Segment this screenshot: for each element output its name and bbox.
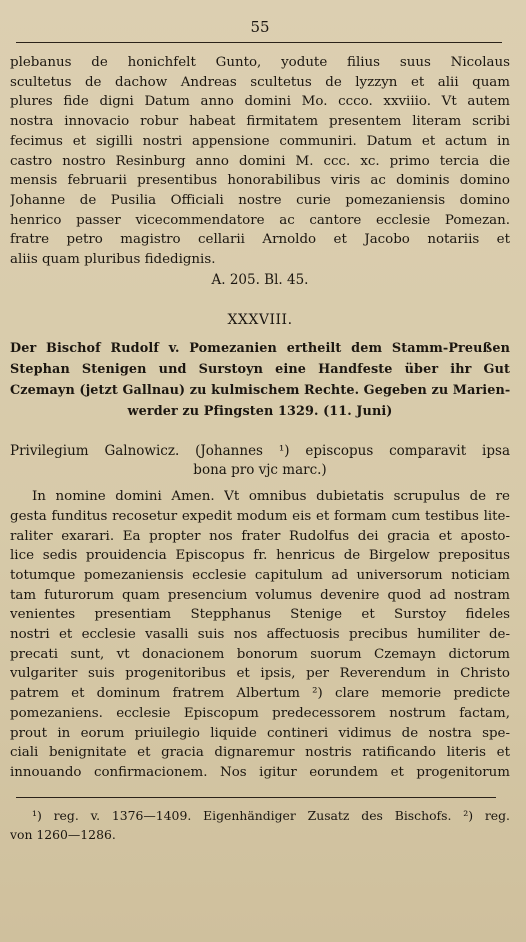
text-line: aliis quam pluribus fidedignis. [10,252,216,268]
footnote-line: ¹) reg. v. 1376—1409. Eigenhändiger Zusatz des Bischofs. ²) reg. [32,807,510,823]
body-line: venientes presentiam Stepphanus Stenige et Surstoy fideles [10,607,510,623]
page-number: 55 [250,18,270,36]
body-line: raliter exarari. Ea propter nos frater Rudolfus dei gracia et aposto- [10,528,510,544]
body-line: innouando confirmacionem. Nos igitur eorundem et progenitorum [10,764,510,780]
summary-line: werder zu Pfingsten 1329. (11. Juni) [127,403,393,419]
title-line: Privilegium Galnowicz. (Johannes ¹) episcopus comparavit ipsa [10,442,510,459]
body-line: precati sunt, vt donacionem bonorum suorum Czemayn dictorum [10,646,510,662]
summary-line: Der Bischof Rudolf v. Pomezanien ertheilt dem Stamm-Preußen [10,340,510,356]
text-line: fecimus et sigilli nostri appensione communiri. Datum et actum in [10,133,510,149]
text-line: plebanus de honichfelt Gunto, yodute filius suus Nicolaus [10,55,510,70]
body-line: vulgariter suis progenitoribus et ipsis, per Reverendum in Christo [10,666,510,682]
body-line: gesta funditus recosetur expedit modum eis et formam cum testibus lite- [10,508,510,524]
charter-body [10,487,510,783]
german-summary [10,338,510,422]
section-number: XXXVIII. [227,311,293,328]
summary-line: Czemayn (jetzt Gallnau) zu kulmischem Rechte. Gegeben zu Marien- [10,382,510,398]
archive-reference: A. 205. Bl. 45. [211,271,309,288]
body-line: prout in eorum priuilegio liquide contineri vidimus de nostra spe- [10,725,510,741]
footnote-rule [16,797,496,798]
footnotes [10,806,510,844]
text-line: scultetus de dachow Andreas scultetus de lyzzyn et alii quam [10,74,510,90]
text-line: mensis februarii presentibus honorabilibus viris ac dominis domino [10,173,510,189]
text-line: castro nostro Resinburg anno domini M. ccc. xc. primo tercia die [10,153,510,169]
top-charter-text [10,53,510,288]
body-line: patrem et dominum fratrem Albertum ²) clare memorie predicte [10,686,510,702]
body-line: In nomine domini Amen. Vt omnibus dubietatis scrupulus de re [32,489,510,505]
text-line: fratre petro magistro cellarii Arnoldo et Jacobo notariis et [10,232,510,248]
body-line: lice sedis prouidencia Episcopus fr. henricus de Birgelow prepositus [10,548,510,564]
footnote-line: von 1260—1286. [10,826,116,842]
charter-title [10,442,510,481]
body-line: nostri et ecclesie vasalli suis nos affectuosis precibus humiliter de- [10,627,510,643]
text-line: plures fide digni Datum anno domini Mo. ccco. xxviiio. Vt autem [10,94,510,110]
summary-line: Stephan Stenigen und Surstoyn eine Handfeste über ihr Gut [10,361,510,377]
header-rule [16,42,502,43]
text-line: Johanne de Pusilia Officiali nostre curie pomezaniensis domino [10,192,510,208]
text-line: henrico passer vicecommendatore ac cantore ecclesie Pomezan. [10,212,510,228]
body-line: totumque pomezaniensis ecclesie capitulum ad universorum noticiam [10,567,510,583]
body-line: tam futurorum quam presencium volumus devenire quod ad nostram [10,587,510,603]
body-line: ciali benignitate et gracia dignaremur nostris ratificando literis et [10,745,510,761]
title-line: bona pro vjc marc.) [193,462,327,479]
body-line: pomezaniens. ecclesie Episcopum predecessorem nostrum factam, [10,705,510,721]
text-line: nostra innovacio robur habeat firmitatem presentem literam scribi [10,114,510,130]
